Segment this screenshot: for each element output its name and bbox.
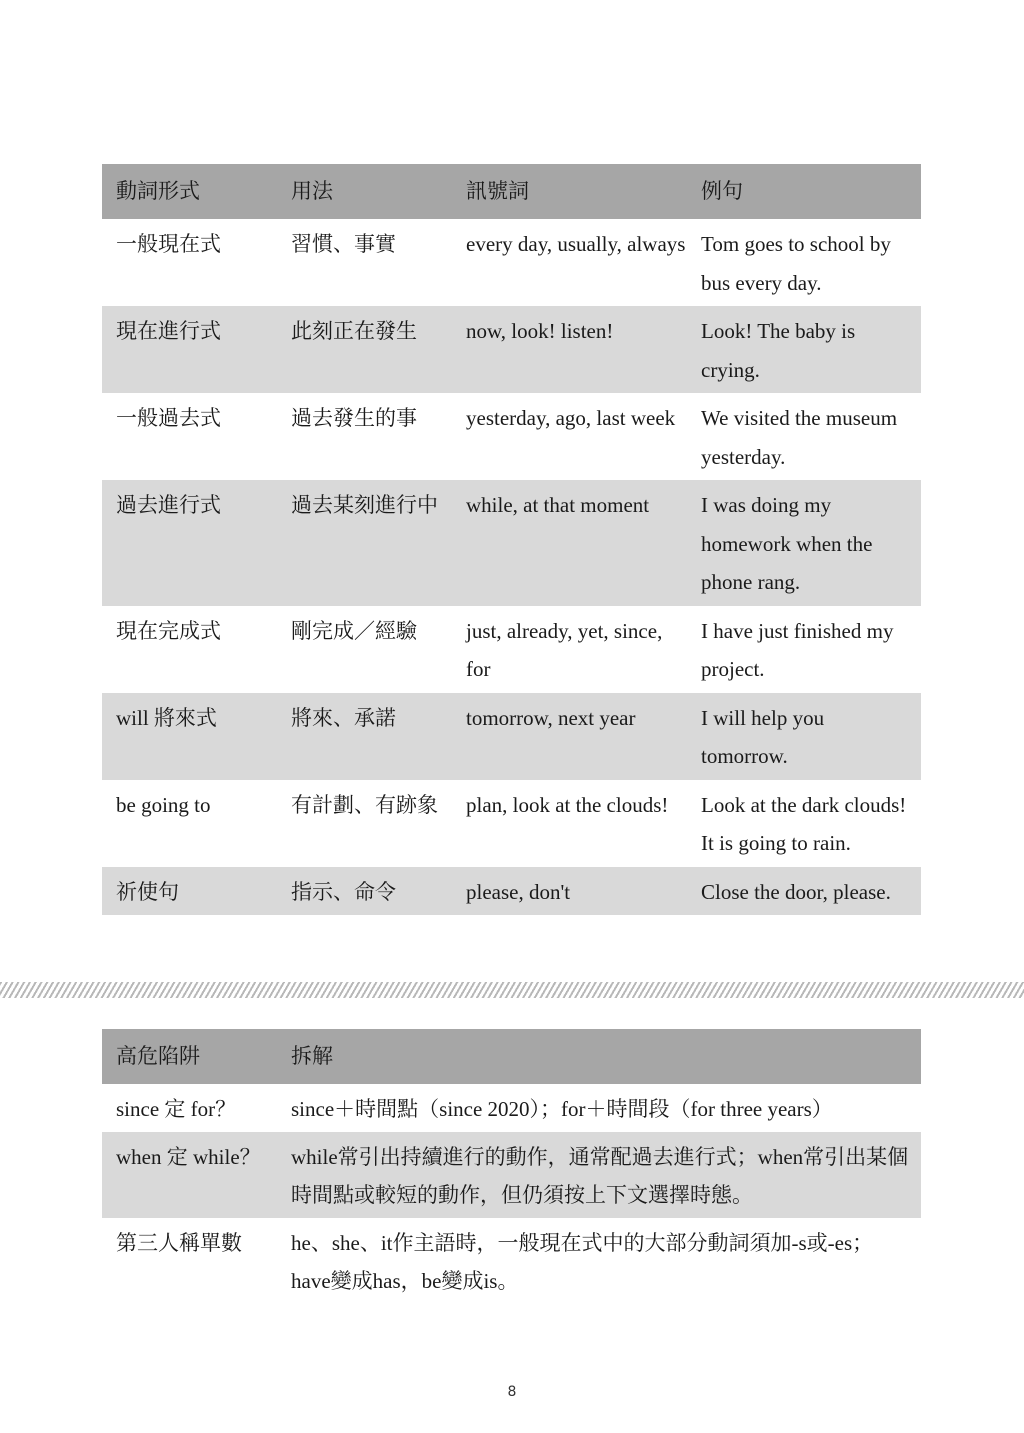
table-row bbox=[102, 606, 921, 693]
header-trap: 高危陷阱 bbox=[116, 1044, 200, 1068]
verb-form-cell: 現在進行式 bbox=[116, 319, 221, 343]
usage-cell: 剛完成／經驗 bbox=[291, 618, 417, 643]
usage-cell: 指示、命令 bbox=[291, 879, 396, 904]
verb-form-cell: 現在完成式 bbox=[116, 618, 221, 643]
table-row bbox=[102, 1084, 921, 1132]
trap-cell: 第三人稱單數 bbox=[116, 1231, 242, 1255]
signal-words-cell: while, at that moment bbox=[466, 493, 650, 517]
explanation-cell: since＋時間點（since 2020）；for＋時間段（for three years） bbox=[291, 1097, 833, 1121]
explanation-cell: he、she、it作主語時，一般現在式中的大部分動詞須加-s或-es；have變成has，be變成is。 bbox=[291, 1231, 874, 1293]
table-row bbox=[102, 1218, 921, 1304]
page-number: 8 bbox=[507, 1384, 517, 1400]
table-row bbox=[102, 480, 921, 606]
table-row bbox=[102, 693, 921, 780]
example-cell: Look at the dark clouds! It is going to rain. bbox=[701, 792, 907, 855]
usage-cell: 有計劃、有跡象 bbox=[291, 792, 438, 817]
verb-form-cell: 一般過去式 bbox=[116, 406, 221, 430]
example-cell: Close the door, please. bbox=[701, 879, 891, 904]
trap-cell: when 定 while？ bbox=[116, 1145, 261, 1169]
trap-table-header bbox=[102, 1029, 921, 1084]
table-row bbox=[102, 306, 921, 393]
hatched-divider bbox=[0, 982, 1024, 998]
usage-cell: 過去發生的事 bbox=[291, 406, 417, 430]
signal-words-cell: please, don't bbox=[466, 879, 571, 904]
signal-words-cell: every day, usually, always bbox=[466, 232, 686, 256]
signal-words-cell: yesterday, ago, last week bbox=[466, 406, 676, 430]
table-row bbox=[102, 1132, 921, 1218]
tense-table bbox=[102, 164, 921, 915]
example-cell: Tom goes to school by bus every day. bbox=[701, 232, 891, 295]
signal-words-cell: now, look! listen! bbox=[466, 319, 614, 343]
verb-form-cell: 祈使句 bbox=[116, 879, 179, 904]
verb-form-cell: 一般現在式 bbox=[116, 232, 221, 256]
header-explanation: 拆解 bbox=[291, 1044, 333, 1068]
example-cell: I have just finished my project. bbox=[701, 618, 894, 681]
signal-words-cell: just, already, yet, since, for bbox=[466, 618, 663, 681]
signal-words-cell: tomorrow, next year bbox=[466, 705, 636, 730]
usage-cell: 將來、承諾 bbox=[291, 705, 396, 730]
usage-cell: 過去某刻進行中 bbox=[291, 493, 438, 517]
table-row bbox=[102, 219, 921, 306]
verb-form-cell: 過去進行式 bbox=[116, 493, 221, 517]
table-row bbox=[102, 780, 921, 867]
usage-cell: 習慣、事實 bbox=[291, 232, 396, 256]
header-example: 例句 bbox=[701, 179, 743, 203]
table-row bbox=[102, 393, 921, 480]
header-usage: 用法 bbox=[291, 179, 333, 203]
header-signal-words: 訊號詞 bbox=[466, 179, 529, 203]
example-cell: We visited the museum yesterday. bbox=[701, 406, 898, 469]
verb-form-cell: be going to bbox=[116, 792, 211, 817]
example-cell: Look! The baby is crying. bbox=[701, 319, 856, 382]
tense-table-header bbox=[102, 164, 921, 219]
signal-words-cell: plan, look at the clouds! bbox=[466, 792, 669, 817]
verb-form-cell: will 將來式 bbox=[116, 705, 217, 730]
header-verb-form: 動詞形式 bbox=[116, 179, 200, 203]
example-cell: I was doing my homework when the phone rang. bbox=[701, 493, 873, 594]
trap-table bbox=[102, 1029, 921, 1304]
trap-cell: since 定 for？ bbox=[116, 1097, 237, 1121]
table-row bbox=[102, 867, 921, 916]
example-cell: I will help you tomorrow. bbox=[701, 705, 825, 768]
explanation-cell: while常引出持續進行的動作，通常配過去進行式；when常引出某個時間點或較短的動作，但仍須按上下文選擇時態。 bbox=[291, 1145, 909, 1207]
usage-cell: 此刻正在發生 bbox=[291, 319, 417, 343]
